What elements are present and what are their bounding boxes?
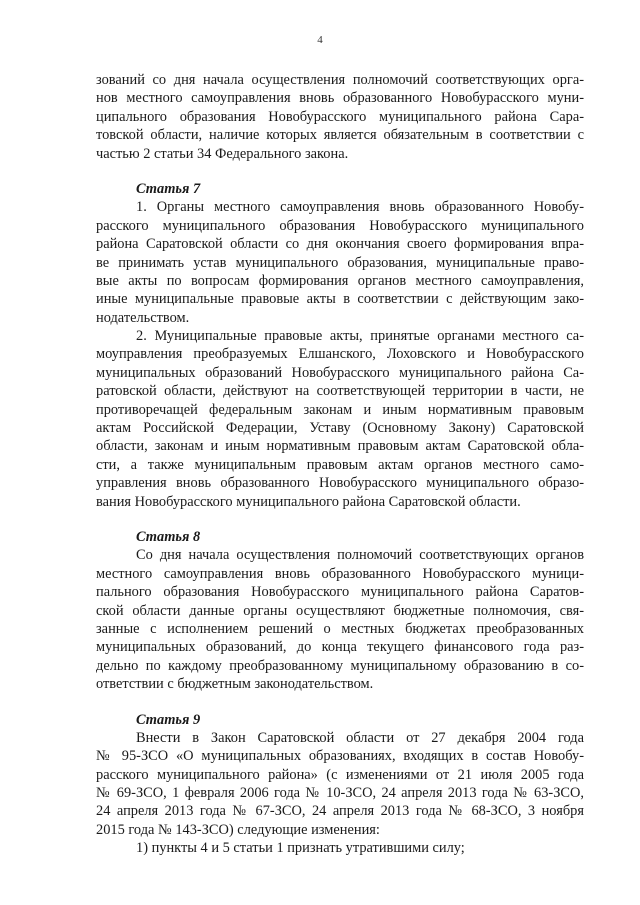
text-line: 2. Муниципальные правовые акты, принятые органами местного са- <box>136 328 584 345</box>
text-line: моуправления преобразуемых Елшанского, Лоховского и Новобурасского <box>96 346 584 363</box>
text-line: нодательством. <box>96 309 190 326</box>
text-line: дельно по каждому преобразованному муниципальному образованию в со- <box>96 657 584 674</box>
text-line: нов местного самоуправления вновь образованного Новобурасского муни- <box>96 90 584 107</box>
text-line: 1. Органы местного самоуправления вновь образованного Новобу- <box>136 199 584 216</box>
text-line: Внести в Закон Саратовской области от 27 декабря 2004 года <box>136 729 584 746</box>
text-line: расского муниципального образования Новобурасского муниципального <box>96 217 584 234</box>
document-body <box>96 71 584 858</box>
text-line: занные с исполнением решений о местных бюджетах преобразованных <box>96 620 584 637</box>
text-line: 24 апреля 2013 года № 67-ЗСО, 24 апреля 2013 года № 68-ЗСО, 3 ноября <box>96 803 584 820</box>
article-7-paragraph-1 <box>96 198 584 327</box>
text-line: ской области данные органы осуществляют бюджетные полномочия, свя- <box>96 602 584 619</box>
text-line: зований со дня начала осуществления полномочий соответствующих орга- <box>96 72 584 88</box>
text-line: ве принимать устав муниципального образования, муниципальные право- <box>96 254 584 271</box>
text-line: № 95-ЗСО «О муниципальных образованиях, входящих в состав Новобу- <box>96 748 584 765</box>
article-9-paragraph <box>96 729 584 839</box>
text-line: ответствии с бюджетным законодательством. <box>96 676 374 693</box>
text-line: ципального образования Новобурасского муниципального района Сара- <box>96 108 584 125</box>
intro-paragraph <box>96 71 584 163</box>
text-line: Со дня начала осуществления полномочий соответствующих органов <box>136 547 584 564</box>
text-line: муниципальных образований, до конца текущего финансового года раз- <box>96 639 584 656</box>
page-number: 4 <box>317 34 323 46</box>
text-line: 2015 года № 143-ЗСО) следующие изменения: <box>96 821 380 838</box>
article-8-paragraph <box>96 546 584 693</box>
text-line: вые акты по вопросам формирования органов местного самоуправления, <box>96 272 584 289</box>
text-line: района Саратовской области со дня окончания своего формирования впра- <box>96 236 584 253</box>
text-line: вания Новобурасского муниципального района Саратовской области. <box>96 493 521 510</box>
article-9-heading: Статья 9 <box>136 711 201 728</box>
text-line: иные муниципальные правовые акты в соответствии с действующим зако- <box>96 291 584 308</box>
text-line: расского муниципального района» (с изменениями от 21 июля 2005 года <box>96 766 584 783</box>
article-7-heading: Статья 7 <box>136 180 201 197</box>
text-line: товской области, наличие которых является обязательным в соответствии с <box>96 127 584 144</box>
text-line: муниципальных образований Новобурасского муниципального района Са- <box>96 364 584 381</box>
list-item: 1) пункты 4 и 5 статьи 1 признать утратившими силу; <box>136 840 465 857</box>
text-line: пального образования Новобурасского муниципального района Саратов- <box>96 584 584 601</box>
text-line: области, законам и иным нормативным правовым актам Саратовской обла- <box>96 438 584 455</box>
text-line: частью 2 статьи 34 Федерального закона. <box>96 145 349 162</box>
article-8-heading: Статья 8 <box>136 528 201 545</box>
text-line: управления вновь образованного Новобурасского муниципального образо- <box>96 475 584 492</box>
text-line: сти, а также муниципальным правовым актам органов местного само- <box>96 456 584 473</box>
article-7-paragraph-2 <box>96 327 584 511</box>
text-line: местного самоуправления вновь образованного Новобурасского муници- <box>96 565 584 582</box>
text-line: ратовской области, действуют на соответствующей территории в части, не <box>96 383 584 400</box>
text-line: противоречащей федеральным законам и иным нормативным правовым <box>96 401 584 418</box>
text-line: № 69-ЗСО, 1 февраля 2006 года № 10-ЗСО, 24 апреля 2013 года № 63-ЗСО, <box>96 785 584 802</box>
text-line: актам Российской Федерации, Уставу (Основному Закону) Саратовской <box>96 420 584 437</box>
